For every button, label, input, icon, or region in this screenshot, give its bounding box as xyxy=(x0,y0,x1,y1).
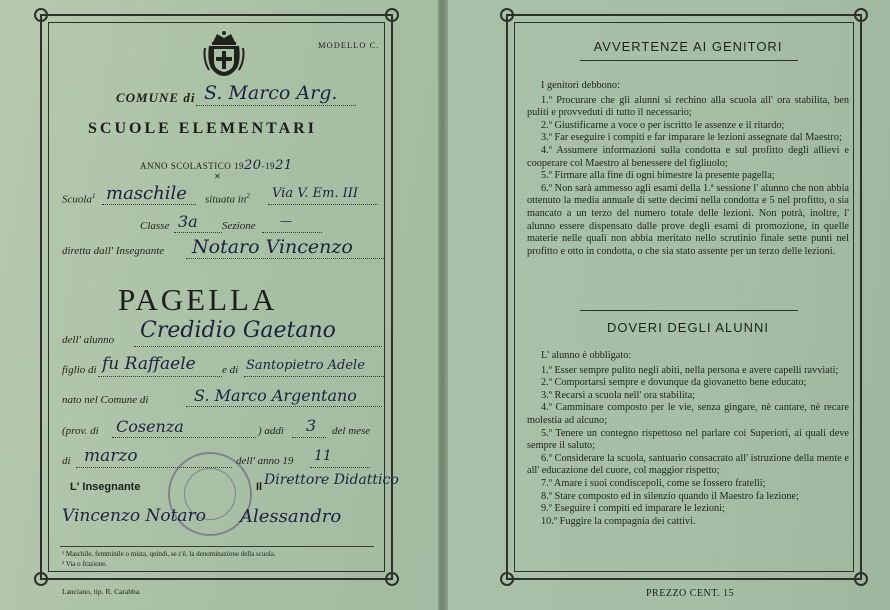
nato-value: S. Marco Argentano xyxy=(194,386,357,405)
dovere-item: 9.º Eseguire i compiti ed imparare le lezioni; xyxy=(541,503,725,515)
corner-ornament xyxy=(385,8,399,22)
comune-line xyxy=(196,105,356,106)
price-label: PREZZO CENT. 15 xyxy=(646,588,735,599)
school-title: SCUOLE ELEMENTARI xyxy=(88,120,317,137)
coat-of-arms-icon xyxy=(203,30,245,78)
insegnante-label: L' Insegnante xyxy=(70,481,141,493)
situata-value: Via V. Em. III xyxy=(272,186,359,201)
comune-label: COMUNE di xyxy=(116,90,196,105)
footnote-1: ¹ Maschile, femminile o mista, quindi, se c'è, la denominazione della scuola. xyxy=(62,550,276,558)
dovere-item: 6.º Considerare la scuola, santuario consacrato all' istruzione della mente e all' educazione del cuore, col maggior rispetto; xyxy=(527,452,849,477)
avvertenza-item: 2.º Giustificarne a voce o per iscritto le assenze e il ritardo; xyxy=(541,119,785,131)
teacher-signature: Vincenzo Notaro xyxy=(62,506,206,526)
prov-value: Cosenza xyxy=(116,417,184,436)
pagella-title: PAGELLA xyxy=(118,282,278,317)
dovere-item: 2.º Comportarsi sempre e dovunque da giovanetto bene educato; xyxy=(541,377,807,389)
nato-line xyxy=(186,406,382,407)
year-separator: -19 xyxy=(261,161,276,171)
title-rule xyxy=(580,60,798,61)
anno-line xyxy=(310,467,370,468)
figlio-value: fu Raffaele xyxy=(102,354,196,374)
doveri-section xyxy=(527,350,849,528)
corner-ornament xyxy=(34,572,48,586)
addi-value: 3 xyxy=(306,416,317,435)
scuola-footnote-marker: 1 xyxy=(91,192,96,200)
corner-ornament xyxy=(385,572,399,586)
director-signature: Alessandro xyxy=(240,506,342,527)
diretta-line xyxy=(186,258,384,259)
avvertenze-title: AVVERTENZE AI GENITORI xyxy=(593,39,783,54)
avvertenze-section xyxy=(527,80,849,258)
anno-label: dell' anno 19 xyxy=(236,455,294,467)
classe-label: Classe xyxy=(140,220,170,232)
prov-label: (prov. di xyxy=(62,425,99,437)
doveri-intro: L' alunno è obbligato: xyxy=(541,350,632,361)
dovere-item: 3.º Recarsi a scuola nell' ora stabilita; xyxy=(541,389,696,401)
dovere-item: 8.º Stare composto ed in silenzio quando il Maestro fa lezione; xyxy=(541,490,799,502)
dovere-item: 1.º Esser sempre pulito negli abiti, nella persona e avere capelli ravviati; xyxy=(541,364,839,376)
situata-label xyxy=(205,192,250,206)
mese-label: del mese xyxy=(332,425,371,437)
e-di-line xyxy=(244,376,384,377)
e-di-value: Santopietro Adele xyxy=(246,358,365,373)
footnote-rule xyxy=(60,546,374,547)
classe-line xyxy=(174,232,222,233)
direttore-value: Direttore Didattico xyxy=(264,472,399,488)
scuola-label xyxy=(62,192,95,206)
figlio-label: figlio di xyxy=(62,364,97,376)
year-value-1: 20 xyxy=(244,158,262,173)
il-label: Il xyxy=(256,481,263,493)
avvertenza-item: 3.º Far eseguire i compiti e far imparare le lezioni assegnate dal Maestro; xyxy=(541,132,842,144)
doveri-title: DOVERI DEGLI ALUNNI xyxy=(606,320,770,335)
corner-ornament xyxy=(500,8,514,22)
addi-line xyxy=(292,437,326,438)
anno-value: 11 xyxy=(314,448,332,464)
sezione-line xyxy=(262,232,322,233)
prov-line xyxy=(112,437,256,438)
situata-footnote-marker: 2 xyxy=(246,192,250,200)
addi-label: ) addì xyxy=(258,425,284,437)
corner-ornament xyxy=(854,572,868,586)
sezione-label: Sezione xyxy=(222,220,256,232)
corner-ornament xyxy=(34,8,48,22)
model-label: MODELLO C. xyxy=(318,40,380,50)
mese-value: marzo xyxy=(84,446,138,466)
divider-ornament: ✕ xyxy=(214,172,221,181)
dovere-item: 4.º Camminare composto per le vie, senza gingare, nè cantare, nè recare molestia ad alcuno; xyxy=(527,402,849,426)
figlio-line xyxy=(98,376,222,377)
school-year xyxy=(140,158,293,173)
e-di-label: e di xyxy=(222,364,239,376)
comune-value: S. Marco Arg. xyxy=(204,82,338,104)
dovere-item: 5.º Tenere un contegno rispettoso nel parlare coi Superiori, ai quali deve sempre il saluto; xyxy=(527,427,849,452)
avvertenza-item: 5.º Firmare alla fine di ogni bimestre la presente pagella; xyxy=(541,170,775,182)
corner-ornament xyxy=(500,572,514,586)
situata-line xyxy=(268,204,378,205)
avvertenze-intro: I genitori debbono: xyxy=(541,80,620,91)
scuola-label-text: Scuola xyxy=(62,193,92,206)
avvertenza-item: 1.º Procurare che gli alunni si rechino alla scuola all' ora stabilita, ben puliti e provveduti di tutto il necessario; xyxy=(527,94,849,119)
alunno-line xyxy=(134,346,382,347)
sezione-value: — xyxy=(280,214,292,228)
diretta-label: diretta dall' Insegnante xyxy=(62,245,165,257)
diretta-value: Notaro Vincenzo xyxy=(192,236,353,258)
avvertenza-item: 4.º Assumere informazioni sulla condotta e sul profitto degli allievi e cooperare col Maestro al benessere del figliuolo; xyxy=(527,144,849,169)
avvertenza-item: 6.º Non sarà ammesso agli esami della 1.ª sessione l' alunno che non abbia ottenuto la media annuale di sette decimi nella condotta e 5 nel profitto, o sia mancato a un terzo del numero totale delle lezioni. Non potrà, inoltre, l' alunno essere dispensato dalle prove degli esami di promozione, in quelle materie nelle quali non abbia meritato nello scrutinio finale sette punti nel profitto e otto in condotta, o che sia stato assente per un terzo delle lezioni. xyxy=(527,182,849,257)
book-gutter xyxy=(438,0,448,610)
nato-label: nato nel Comune di xyxy=(62,394,149,406)
situata-label-text: situata in xyxy=(205,193,247,206)
scuola-value: maschile xyxy=(106,183,187,204)
classe-value: 3a xyxy=(178,212,198,231)
scuola-line xyxy=(102,204,196,205)
alunno-value: Credidio Gaetano xyxy=(140,318,336,343)
di-label: di xyxy=(62,455,71,467)
printer-credit: Lanciano, tip. R. Carabba. xyxy=(62,587,141,596)
dovere-item: 10.º Fuggire la compagnia dei cattivi. xyxy=(541,515,696,527)
section-rule xyxy=(580,310,798,311)
alunno-label: dell' alunno xyxy=(62,334,115,346)
corner-ornament xyxy=(854,8,868,22)
year-value-2: 21 xyxy=(275,158,293,173)
footnote-2: ² Via o frazione. xyxy=(62,560,108,568)
left-page xyxy=(0,0,438,610)
year-label: ANNO SCOLASTICO 19 xyxy=(140,161,245,171)
dovere-item: 7.º Amare i suoi condiscepoli, come se fossero fratelli; xyxy=(541,477,766,489)
